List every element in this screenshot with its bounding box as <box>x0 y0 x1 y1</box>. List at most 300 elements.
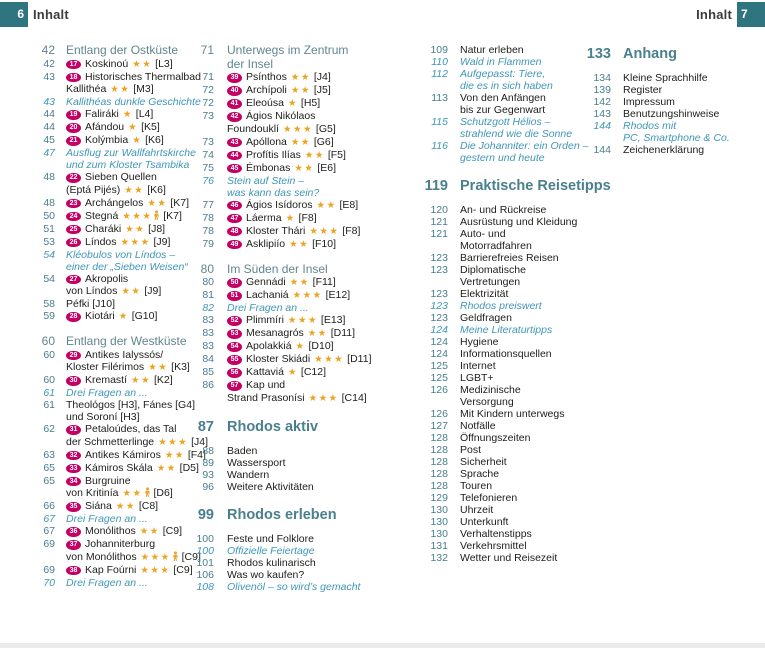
entry-title: 39 Psínthos ★★ [J4] <box>227 71 370 84</box>
toc-entry <box>186 379 370 405</box>
map-grid-reference: [J9] <box>150 235 171 248</box>
entry-title: Rhodos kulinarisch <box>227 556 316 569</box>
toc-entry <box>28 197 198 210</box>
map-grid-reference: [C14] <box>338 391 367 404</box>
entry-page-number: 130 <box>430 504 448 516</box>
toc-entry <box>398 324 598 336</box>
map-number-badge: 38 <box>66 566 81 576</box>
entry-page-number: 130 <box>430 516 448 528</box>
entry-title: 44 Profítis Ilías ★★ [F5] <box>227 149 370 162</box>
entry-page-number: 44 <box>43 108 55 120</box>
toc-entry <box>186 276 370 289</box>
toc-entry <box>398 432 598 444</box>
map-number-badge: 57 <box>227 381 242 391</box>
rating-stars-icon: ★★ <box>122 488 143 499</box>
toc-entry <box>561 144 761 156</box>
map-grid-reference: [C9] <box>159 525 183 537</box>
entry-page-number: 123 <box>430 300 448 312</box>
entry-page-number: 120 <box>430 204 448 216</box>
entry-title: Verhaltenstipps <box>460 528 532 540</box>
map-number-badge: 40 <box>227 86 242 96</box>
entry-page-number: 78 <box>202 211 214 224</box>
entry-title: 23 Archángelos ★★ [K7] <box>66 197 198 210</box>
map-number-badge: 27 <box>66 275 81 285</box>
entry-page-number: 79 <box>202 237 214 250</box>
toc-entry <box>186 84 370 97</box>
entry-page-number: 109 <box>430 44 448 56</box>
entry-title: Sicherheit <box>460 456 507 468</box>
map-number-badge: 25 <box>66 225 81 235</box>
entry-title: Drei Fragen an ... <box>66 576 148 589</box>
entry-title: Wetter und Reisezeit <box>460 552 558 564</box>
entry-title: 24 Stegná ★★★ [K7] <box>66 210 198 223</box>
rating-stars-icon: ★ <box>285 212 296 224</box>
toc-entry <box>398 252 598 264</box>
map-number-badge: 36 <box>66 527 81 537</box>
toc-entry <box>186 44 370 71</box>
entry-page-number: 121 <box>430 228 448 240</box>
entry-page-number: 126 <box>430 384 448 396</box>
map-grid-reference: [M3] <box>130 83 154 95</box>
page-bottom-edge <box>0 643 765 648</box>
toc-entry <box>28 448 206 462</box>
map-grid-reference: [D6] <box>150 487 173 499</box>
toc-column-2 <box>186 44 370 593</box>
entry-page-number: 123 <box>430 312 448 324</box>
toc-entry <box>28 538 201 564</box>
toc-entry <box>28 564 198 577</box>
map-number-badge: 52 <box>227 316 242 326</box>
rating-stars-icon: ★★ <box>124 184 145 196</box>
entry-title: Mit Kindern unterwegs <box>460 408 565 420</box>
entry-page-number: 139 <box>593 84 611 96</box>
rating-stars-icon: ★★★ <box>287 315 318 326</box>
map-grid-reference: [J4] <box>188 435 209 448</box>
entry-page-number: 123 <box>430 264 448 276</box>
map-number-badge: 28 <box>66 312 81 322</box>
map-grid-reference: [G10] <box>128 310 158 322</box>
map-grid-reference: [D11] <box>344 353 372 365</box>
toc-entry <box>28 249 198 273</box>
toc-entry <box>28 147 198 171</box>
toc-entry <box>28 423 209 449</box>
entry-page-number: 67 <box>43 525 55 537</box>
toc-entry <box>186 557 370 569</box>
entry-page-number: 72 <box>202 84 214 96</box>
page-number-box-right: 7 <box>737 2 765 27</box>
toc-entry <box>28 349 198 375</box>
toc-entry <box>186 445 370 457</box>
toc-entry <box>398 480 598 492</box>
entry-title: Rhodos aktiv <box>227 418 319 435</box>
entry-page-number: 144 <box>593 144 611 156</box>
entry-title: Weitere Aktivitäten <box>227 480 314 493</box>
toc-entry <box>398 372 598 384</box>
entry-title: Verkehrsmittel <box>460 540 527 552</box>
toc-entry <box>398 420 598 432</box>
entry-page-number: 119 <box>424 178 448 194</box>
entry-title: 50 Gennádi ★★ [F11] <box>227 276 370 289</box>
entry-page-number: 96 <box>202 480 214 493</box>
toc-entry <box>186 238 370 251</box>
toc-entry <box>398 228 598 252</box>
map-grid-reference: [J8] <box>145 222 166 235</box>
toc-entry <box>398 336 598 348</box>
entry-page-number: 110 <box>431 56 448 68</box>
map-number-badge: 30 <box>66 376 81 386</box>
entry-title: 47 Láerma ★ [F8] <box>227 212 370 225</box>
entry-page-number: 113 <box>431 92 448 104</box>
toc-entry <box>186 581 370 593</box>
entry-page-number: 80 <box>200 261 214 276</box>
entry-title: 51 Lachaniá ★★★ [E12] <box>227 289 370 302</box>
rating-stars-icon: ★★ <box>290 136 311 148</box>
entry-title: Telefonieren <box>460 492 518 504</box>
map-number-badge: 35 <box>66 502 81 512</box>
map-grid-reference: [F10] <box>309 237 337 250</box>
entry-title: Rhodos erleben <box>227 506 337 523</box>
page-number-box-left: 6 <box>0 2 28 27</box>
toc-entry <box>186 507 370 524</box>
entry-title: 46 Ágios Isídoros ★★ [E8] <box>227 199 370 212</box>
rating-stars-icon: ★★★ <box>309 225 340 237</box>
entry-page-number: 125 <box>430 372 448 384</box>
rating-stars-icon: ★★ <box>139 526 160 537</box>
toc-entry <box>28 374 198 387</box>
toc-entry <box>398 444 598 456</box>
entry-page-number: 87 <box>197 418 214 435</box>
map-grid-reference: [K2] <box>151 374 173 386</box>
map-grid-reference: [D11] <box>327 327 356 339</box>
entry-title: Drei Fragen an ... <box>66 387 148 399</box>
entry-title: Feste und Folklore <box>227 532 314 545</box>
toc-entry <box>398 468 598 480</box>
map-grid-reference: [K5] <box>138 121 160 133</box>
toc-entry <box>28 387 198 399</box>
toc-entry <box>28 96 201 108</box>
entry-title: Ausrüstung und Kleidung <box>460 216 578 228</box>
toc-entry <box>186 199 370 212</box>
toc-entry <box>398 288 598 300</box>
toc-entry <box>28 273 198 299</box>
map-grid-reference: [C8] <box>135 500 159 512</box>
entry-title: Medizinische Versorgung <box>460 384 521 408</box>
map-number-badge: 54 <box>227 342 242 352</box>
rating-stars-icon: ★★ <box>289 238 310 250</box>
entry-title: Praktische Reisetipps <box>460 178 611 194</box>
map-number-badge: 33 <box>66 464 81 474</box>
map-grid-reference: [F8] <box>339 224 361 237</box>
entry-page-number: 128 <box>430 444 448 456</box>
entry-page-number: 143 <box>593 108 611 120</box>
entry-page-number: 86 <box>202 379 214 391</box>
rating-stars-icon: ★★★ <box>282 123 314 135</box>
map-number-badge: 42 <box>227 112 242 122</box>
map-grid-reference: [E8] <box>336 198 359 211</box>
toc-entry <box>561 84 761 96</box>
entry-page-number: 45 <box>43 134 55 146</box>
map-number-badge: 29 <box>66 351 81 361</box>
toc-entry <box>186 263 370 277</box>
map-number-badge: 19 <box>66 110 81 120</box>
entry-title: Wassersport <box>227 456 286 469</box>
entry-title: 37 Johanniterburg von Monólithos ★★★ [C9] <box>66 538 201 563</box>
entry-title: Internet <box>460 360 496 372</box>
entry-title: Post <box>460 444 482 456</box>
entry-page-number: 116 <box>431 140 448 152</box>
toc-entry <box>186 289 370 302</box>
entry-page-number: 128 <box>430 456 448 468</box>
map-number-badge: 21 <box>66 136 81 146</box>
rating-stars-icon: ★ <box>128 122 139 133</box>
entry-page-number: 108 <box>196 580 214 593</box>
map-number-badge: 56 <box>227 368 242 378</box>
entry-title: Wandern <box>227 468 270 481</box>
rating-stars-icon: ★ <box>287 367 298 378</box>
entry-title: Aufgepasst: Tiere, die es in sich haben <box>460 68 553 92</box>
running-head-title-left: Inhalt <box>33 7 69 22</box>
toc-entry <box>28 121 198 134</box>
toc-entry <box>186 340 370 353</box>
map-grid-reference: [F5] <box>324 148 346 161</box>
toc-entry <box>398 360 598 372</box>
entry-title: Diplomatische Vertretungen <box>460 264 526 288</box>
entry-page-number: 71 <box>202 71 214 83</box>
map-number-badge: 55 <box>227 355 242 365</box>
entry-title: 26 Líndos ★★★ [J9] <box>66 236 198 249</box>
entry-title: LGBT+ <box>460 372 494 384</box>
toc-entry <box>28 513 198 525</box>
toc-entry <box>398 348 598 360</box>
entry-title: Entlang der Westküste <box>66 334 187 348</box>
rating-stars-icon: ★★ <box>290 72 311 83</box>
entry-page-number: 134 <box>593 72 611 84</box>
map-number-badge: 18 <box>66 73 81 83</box>
entry-title: An- und Rückreise <box>460 204 547 216</box>
toc-entry <box>398 492 598 504</box>
map-grid-reference: [C12] <box>297 366 326 378</box>
toc-entry <box>186 302 370 314</box>
entry-page-number: 47 <box>43 147 55 159</box>
rating-stars-icon: ★ <box>118 311 129 322</box>
entry-page-number: 133 <box>586 46 611 62</box>
toc-entry <box>186 71 370 84</box>
toc-entry <box>28 310 198 323</box>
toc-entry <box>186 314 370 327</box>
toc-entry <box>28 462 198 475</box>
entry-title: Anhang <box>623 46 677 62</box>
entry-title: Ausflug zur Wallfahrtskirche und zum Kloster Tsambika <box>66 147 196 171</box>
entry-page-number: 123 <box>430 252 448 264</box>
entry-title: 31 Petaloúdes, das Tal der Schmetterlinge ★★★ [J4] <box>66 423 209 448</box>
map-grid-reference: [K7] <box>167 196 190 209</box>
toc-entry <box>398 456 598 468</box>
entry-page-number: 69 <box>43 538 55 550</box>
rating-stars-icon: ★★★ <box>308 392 339 404</box>
entry-page-number: 54 <box>43 272 55 285</box>
rating-stars-icon: ★★ <box>132 58 153 70</box>
entry-title: Natur erleben <box>460 44 524 56</box>
entry-title: Wald in Flammen <box>460 56 542 68</box>
toc-entry <box>398 178 611 195</box>
entry-title: Drei Fragen an ... <box>227 302 309 314</box>
toc-entry <box>186 162 370 175</box>
hiker-figure-icon <box>144 487 151 499</box>
entry-page-number: 44 <box>43 121 55 133</box>
entry-title: Touren <box>460 480 493 492</box>
map-grid-reference: [F4] <box>184 448 206 461</box>
entry-page-number: 126 <box>430 408 448 420</box>
entry-title: Zeichenerklärung <box>623 144 705 156</box>
entry-page-number: 100 <box>196 544 214 557</box>
entry-title: 53 Mesanagrós ★★ [D11] <box>227 327 370 340</box>
entry-title: Unterkunft <box>460 516 509 528</box>
entry-page-number: 142 <box>593 96 611 108</box>
toc-entry <box>28 475 198 501</box>
entry-page-number: 60 <box>43 374 55 386</box>
entry-page-number: 123 <box>430 288 448 300</box>
toc-entry <box>398 300 598 312</box>
entry-title: 43 Apóllona ★★ [G6] <box>227 136 370 149</box>
toc-entry <box>28 58 198 71</box>
toc-entry <box>398 264 598 288</box>
entry-title: Baden <box>227 444 258 457</box>
entry-title: 40 Archípoli ★★ [J5] <box>227 84 370 97</box>
rating-stars-icon: ★★ <box>110 84 131 95</box>
map-grid-reference: [F8] <box>295 211 317 224</box>
toc-entry <box>186 175 370 199</box>
entry-title: Von den Anfängen bis zur Gegenwart <box>460 92 546 116</box>
toc-entry <box>561 120 761 144</box>
entry-page-number: 144 <box>593 120 611 132</box>
rating-stars-icon: ★ <box>132 135 143 146</box>
entry-title: Was wo kaufen? <box>227 568 305 581</box>
map-number-badge: 20 <box>66 123 81 133</box>
entry-title: 33 Kámiros Skála ★★ [D5] <box>66 462 199 475</box>
toc-entry <box>28 298 198 310</box>
toc-entry <box>186 569 370 581</box>
entry-page-number: 78 <box>202 224 214 237</box>
entry-title: 57 Kap und Strand Prasonísi ★★★ [C14] <box>227 379 367 404</box>
entry-title: 56 Kattaviá ★ [C12] <box>227 366 370 379</box>
rating-stars-icon: ★★ <box>125 223 146 235</box>
entry-page-number: 129 <box>430 492 448 504</box>
rating-stars-icon: ★★ <box>164 449 185 461</box>
entry-page-number: 82 <box>202 302 214 314</box>
entry-title: 42 Ágios Nikólaos Foundouklí ★★★ [G5] <box>227 110 336 135</box>
entry-page-number: 100 <box>196 532 214 545</box>
toc-entry <box>186 149 370 162</box>
rating-stars-icon: ★★ <box>131 375 152 386</box>
entry-title: Unterwegs im Zentrum der Insel <box>227 43 349 71</box>
toc-entry <box>28 171 198 197</box>
map-grid-reference: [C9] <box>170 563 193 576</box>
entry-title: 22 Sieben Quellen (Eptá Pijés) ★★ [K6] <box>66 171 166 196</box>
entry-page-number: 128 <box>430 432 448 444</box>
map-number-badge: 47 <box>227 214 242 224</box>
entry-title: 36 Monólithos ★★ [C9] <box>66 525 198 538</box>
rating-stars-icon: ★★ <box>289 277 310 288</box>
toc-entry <box>186 225 370 238</box>
toc-entry <box>186 353 370 366</box>
toc-entry <box>398 528 598 540</box>
map-grid-reference: [G6] <box>310 135 334 148</box>
entry-page-number: 81 <box>202 289 214 301</box>
rating-stars-icon: ★★★ <box>314 354 345 365</box>
entry-title: Schutzgott Hélios – strahlend wie die Sonne <box>460 116 573 140</box>
toc-entry <box>186 212 370 225</box>
entry-title: 32 Antikes Kámiros ★★ [F4] <box>66 449 206 462</box>
entry-title: Rhodos preiswert <box>460 300 542 312</box>
entry-title: Drei Fragen an ... <box>66 513 148 525</box>
entry-title: Kallithéas dunkle Geschichte <box>66 96 201 108</box>
entry-page-number: 125 <box>430 360 448 372</box>
entry-title: 18 Historisches Thermalbad Kallithéa ★★ [M3] <box>66 70 201 95</box>
toc-entry <box>186 469 370 481</box>
entry-title: Rhodos mit PC, Smartphone & Co. <box>623 120 730 144</box>
toc-entry <box>561 96 761 108</box>
entry-title: Theológos [H3], Fánes [G4] und Soroní [H3] <box>66 399 195 423</box>
entry-page-number: 83 <box>202 327 214 339</box>
rating-stars-icon: ★★★ <box>140 551 171 563</box>
entry-page-number: 59 <box>43 310 55 322</box>
toc-entry <box>398 504 598 516</box>
entry-page-number: 93 <box>202 468 214 481</box>
toc-entry <box>186 545 370 557</box>
rating-stars-icon: ★★ <box>294 162 315 174</box>
entry-page-number: 42 <box>41 43 55 57</box>
toc-entry <box>28 525 198 538</box>
map-number-badge: 46 <box>227 201 242 211</box>
toc-entry <box>186 457 370 469</box>
entry-title: 25 Charáki ★★ [J8] <box>66 223 198 236</box>
toc-entry <box>561 72 761 84</box>
entry-title: 48 Kloster Thári ★★★ [F8] <box>227 225 370 238</box>
entry-title: Uhrzeit <box>460 504 494 516</box>
entry-page-number: 88 <box>202 444 214 457</box>
map-number-badge: 41 <box>227 99 242 109</box>
toc-entry <box>398 540 598 552</box>
entry-page-number: 62 <box>43 423 55 435</box>
entry-title: 17 Koskinoú ★★ [L3] <box>66 58 198 71</box>
entry-page-number: 128 <box>430 480 448 492</box>
map-grid-reference: [G5] <box>313 122 336 135</box>
entry-title: Barrierefreies Reisen <box>460 252 559 264</box>
entry-page-number: 127 <box>430 420 448 432</box>
map-number-badge: 23 <box>66 199 81 209</box>
rating-stars-icon: ★★ <box>148 362 169 373</box>
entry-page-number: 66 <box>43 500 55 512</box>
entry-page-number: 60 <box>43 348 55 361</box>
entry-page-number: 131 <box>430 540 448 552</box>
entry-page-number: 132 <box>430 552 448 564</box>
toc-column-4 <box>561 44 761 156</box>
rating-stars-icon: ★ <box>287 98 298 109</box>
entry-page-number: 43 <box>43 70 55 83</box>
map-grid-reference: [K7] <box>160 209 182 222</box>
entry-title: Kléobulos von Líndos – einer der „Sieben Weisen“ <box>66 248 188 273</box>
map-grid-reference: [E6] <box>314 161 337 174</box>
rating-stars-icon: ★★★ <box>158 436 189 448</box>
entry-page-number: 121 <box>430 216 448 228</box>
entry-page-number: 89 <box>202 456 214 469</box>
entry-page-number: 61 <box>43 399 55 411</box>
map-number-badge: 32 <box>66 451 81 461</box>
entry-title: Register <box>623 84 663 96</box>
entry-title: 54 Apolakkiá ★ [D10] <box>227 340 370 353</box>
entry-title: Öffnungszeiten <box>460 432 531 444</box>
entry-page-number: 124 <box>430 348 448 360</box>
